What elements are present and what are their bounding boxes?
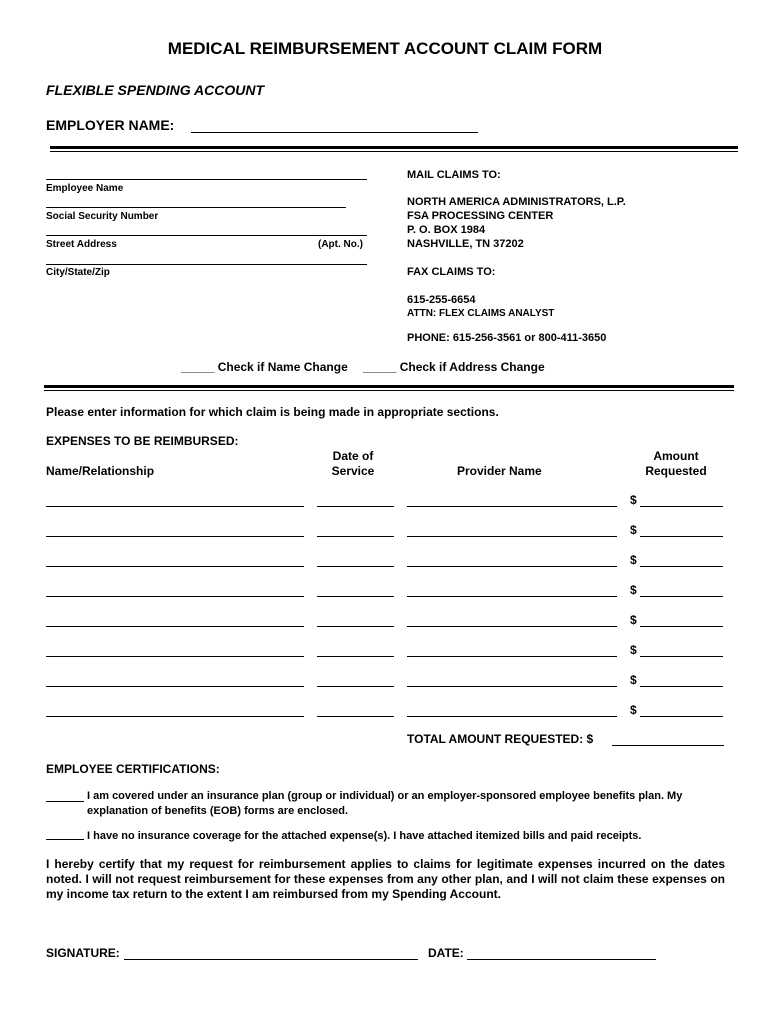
total-amount-label: TOTAL AMOUNT REQUESTED: $	[407, 732, 594, 746]
mail-address-line-1: NORTH AMERICA ADMINISTRATORS, L.P.	[407, 196, 626, 208]
expense-currency-symbol: $	[630, 493, 637, 507]
col-amount-line-1: Amount	[653, 449, 699, 463]
expense-provider-field[interactable]	[407, 643, 617, 657]
expense-currency-symbol: $	[630, 523, 637, 537]
expense-currency-symbol: $	[630, 583, 637, 597]
expense-amount-field[interactable]	[640, 553, 723, 567]
expense-name-field[interactable]	[46, 523, 304, 537]
expense-amount-field[interactable]	[640, 673, 723, 687]
fax-claims-heading: FAX CLAIMS TO:	[407, 266, 496, 278]
employer-name-field[interactable]	[191, 118, 478, 133]
col-date-line-2: Service	[331, 464, 375, 478]
col-name-relationship: Name/Relationship	[46, 464, 155, 478]
col-provider-name: Provider Name	[457, 464, 542, 478]
expense-name-field[interactable]	[46, 613, 304, 627]
phone-number: PHONE: 615-256-3561 or 800-411-3650	[407, 332, 607, 344]
cert-1-text: I am covered under an insurance plan (group or individual) or an employer-sponsored employee benefits plan. My explanation of benefits (EOB) forms are enclosed.	[87, 790, 683, 817]
mail-address-line-2: FSA PROCESSING CENTER	[407, 210, 554, 222]
expense-name-field[interactable]	[46, 643, 304, 657]
expense-currency-symbol: $	[630, 703, 637, 717]
signature-field[interactable]	[124, 946, 418, 960]
fax-attn: ATTN: FLEX CLAIMS ANALYST	[407, 308, 555, 319]
street-address-label: Street Address	[46, 239, 117, 250]
expense-provider-field[interactable]	[407, 583, 617, 597]
mail-address-line-4: NASHVILLE, TN 37202	[407, 238, 524, 250]
expense-name-field[interactable]	[46, 493, 304, 507]
expense-amount-field[interactable]	[640, 523, 723, 537]
form-subtitle: FLEXIBLE SPENDING ACCOUNT	[46, 82, 265, 98]
expense-name-field[interactable]	[46, 583, 304, 597]
expense-amount-field[interactable]	[640, 643, 723, 657]
expense-currency-symbol: $	[630, 673, 637, 687]
apt-label: (Apt. No.)	[318, 239, 363, 250]
street-address-field[interactable]	[46, 219, 367, 236]
mail-claims-heading: MAIL CLAIMS TO:	[407, 169, 501, 181]
expense-name-field[interactable]	[46, 673, 304, 687]
employee-name-label: Employee Name	[46, 183, 124, 194]
expense-provider-field[interactable]	[407, 703, 617, 717]
certifications-heading: EMPLOYEE CERTIFICATIONS:	[46, 762, 220, 776]
date-field[interactable]	[467, 946, 656, 960]
section-divider-top-thin	[50, 151, 738, 152]
section-divider-middle-thin	[44, 390, 734, 391]
expense-provider-field[interactable]	[407, 493, 617, 507]
expense-provider-field[interactable]	[407, 613, 617, 627]
expense-name-field[interactable]	[46, 553, 304, 567]
mail-address-line-3: P. O. BOX 1984	[407, 224, 486, 236]
total-amount-field[interactable]	[612, 731, 724, 746]
expense-currency-symbol: $	[630, 553, 637, 567]
expenses-heading: EXPENSES TO BE REIMBURSED:	[46, 434, 239, 448]
expense-amount-field[interactable]	[640, 493, 723, 507]
expense-name-field[interactable]	[46, 703, 304, 717]
section-divider-top	[50, 146, 738, 149]
fax-number: 615-255-6654	[407, 294, 476, 306]
expense-date-field[interactable]	[317, 673, 394, 687]
expense-provider-field[interactable]	[407, 553, 617, 567]
ssn-field[interactable]	[46, 191, 346, 208]
ssn-label: Social Security Number	[46, 211, 159, 222]
expense-date-field[interactable]	[317, 553, 394, 567]
employer-name-label: EMPLOYER NAME:	[46, 117, 175, 133]
cert-1-check[interactable]	[46, 791, 84, 802]
expense-date-field[interactable]	[317, 493, 394, 507]
form-title: MEDICAL REIMBURSEMENT ACCOUNT CLAIM FORM	[167, 39, 603, 58]
expense-provider-field[interactable]	[407, 673, 617, 687]
date-label: DATE:	[428, 946, 464, 960]
expense-amount-field[interactable]	[640, 613, 723, 627]
expense-date-field[interactable]	[317, 523, 394, 537]
expense-amount-field[interactable]	[640, 703, 723, 717]
certification-statement: I hereby certify that my request for reimbursement applies to claims for legitimate expenses incurred on the dates noted. I will not request reimbursement for these expenses from any other plan, and I will not claim these expenses on my income tax return to the extent I am reimbursed from my Spending Account.	[46, 857, 725, 901]
instructions-text: Please enter information for which claim is being made in appropriate sections.	[46, 405, 499, 419]
signature-label: SIGNATURE:	[46, 946, 120, 960]
employee-name-field[interactable]	[46, 163, 367, 180]
col-amount-line-2: Requested	[645, 464, 707, 478]
expense-currency-symbol: $	[630, 643, 637, 657]
expense-date-field[interactable]	[317, 703, 394, 717]
name-change-check[interactable]: _____ Check if Name Change	[181, 360, 348, 374]
cert-2-text: I have no insurance coverage for the attached expense(s). I have attached itemized bills and paid receipts.	[87, 830, 642, 842]
expense-date-field[interactable]	[317, 613, 394, 627]
city-state-zip-label: City/State/Zip	[46, 267, 110, 278]
expense-amount-field[interactable]	[640, 583, 723, 597]
expense-provider-field[interactable]	[407, 523, 617, 537]
expense-date-field[interactable]	[317, 583, 394, 597]
expense-currency-symbol: $	[630, 613, 637, 627]
section-divider-middle	[44, 385, 734, 388]
city-state-zip-field[interactable]	[46, 248, 367, 265]
cert-2-check[interactable]	[46, 829, 84, 840]
expense-date-field[interactable]	[317, 643, 394, 657]
col-date-line-1: Date of	[332, 449, 374, 463]
address-change-check[interactable]: _____ Check if Address Change	[363, 360, 545, 374]
